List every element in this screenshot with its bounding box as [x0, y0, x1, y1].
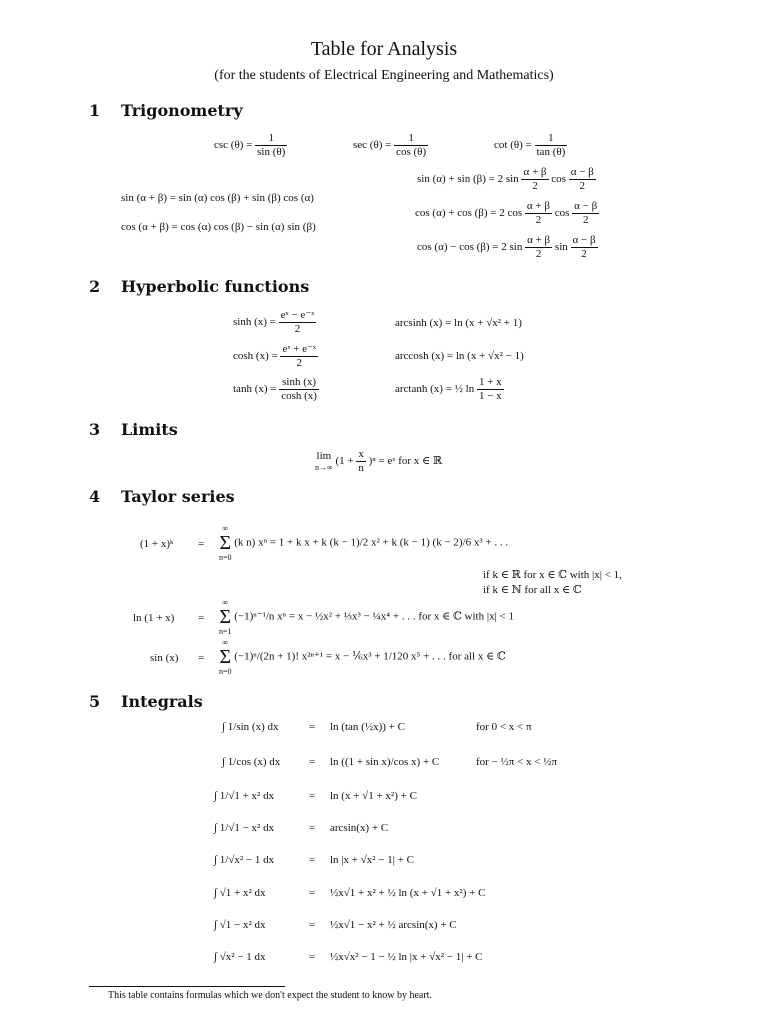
section-title: Trigonometry — [121, 101, 243, 120]
section-title: Limits — [121, 420, 178, 439]
summation: ∞ Σ n=0 — [219, 638, 232, 676]
fraction — [535, 132, 568, 159]
func: cos — [554, 207, 570, 220]
lim-subscript: n→∞ — [315, 462, 333, 472]
rhs: )ⁿ = eˣ for x ∈ ℝ — [368, 455, 443, 468]
summation: ∞ Σ n=1 — [219, 598, 232, 636]
taylor-condition-2: if k ∈ ℕ for all x ∈ ℂ — [483, 584, 582, 596]
equals-sign: = — [309, 822, 316, 834]
lhs: sin (α) + sin (β) = 2 sin — [417, 173, 519, 186]
fraction — [255, 132, 287, 159]
denominator: 2 — [581, 248, 587, 260]
numerator: x — [358, 448, 364, 460]
denominator: 2 — [579, 180, 585, 192]
summation: ∞ Σ n=0 — [219, 524, 232, 562]
func: cos — [551, 173, 566, 186]
integral-rhs: ln (tan (½x)) + C — [330, 721, 405, 733]
numerator: 1 + x — [478, 376, 502, 388]
denominator: 2 — [535, 214, 542, 226]
lim-word: lim — [316, 449, 332, 462]
denominator: cosh (x) — [281, 390, 317, 402]
numerator: eˣ + e⁻ˣ — [282, 343, 317, 355]
integral-rhs: ½x√x² − 1 − ½ ln |x + √x² − 1| + C — [330, 951, 483, 963]
integral-condition: for − ½π < x < ½π — [476, 756, 558, 768]
section-number: 5 — [89, 692, 101, 711]
numerator: α + β — [523, 166, 547, 178]
equals-sign: = — [198, 612, 205, 624]
arctanh-formula — [395, 376, 504, 403]
section-title: Integrals — [121, 692, 203, 711]
arcsinh-formula: arcsinh (x) = ln (x + √x² + 1) — [395, 317, 522, 329]
section-number: 1 — [89, 101, 101, 120]
sum-bottom: n=1 — [219, 627, 232, 636]
fraction — [280, 343, 318, 370]
numerator: α − β — [570, 166, 594, 178]
taylor-rhs-3 — [219, 638, 506, 676]
sum-to-product-1 — [417, 166, 596, 193]
sum-bottom: n=0 — [219, 553, 232, 562]
sum-top: ∞ — [222, 524, 229, 533]
lim-operator — [315, 451, 333, 473]
fraction — [394, 132, 428, 159]
equals-sign: = — [309, 919, 316, 931]
arccosh-formula: arccosh (x) = ln (x + √x² − 1) — [395, 350, 524, 362]
fraction — [571, 234, 598, 261]
integral-lhs: ∫ 1/cos (x) dx — [222, 756, 281, 768]
sum-top: ∞ — [222, 598, 229, 607]
sum-bottom: n=0 — [219, 667, 232, 676]
taylor-lhs-3: sin (x) — [150, 652, 179, 664]
equals-sign: = — [198, 538, 205, 550]
fraction — [572, 200, 599, 227]
taylor-lhs-1: (1 + x)ᵏ — [140, 538, 174, 550]
series-expansion: (k n) xⁿ = 1 + k x + k (k − 1)/2 x² + k (k − 1) (k − 2)/6 x³ + . . . — [234, 536, 509, 549]
fraction — [525, 200, 552, 227]
integral-rhs: arcsin(x) + C — [330, 822, 389, 834]
numerator: 1 — [535, 132, 568, 146]
taylor-rhs-2 — [219, 598, 514, 636]
lhs: cos (α) + cos (β) = 2 cos — [415, 207, 523, 220]
fraction — [569, 166, 596, 193]
series-expansion: (−1)ⁿ/(2n + 1)! x²ⁿ⁺¹ = x − ⅙x³ + 1/120 x⁵ + . . . for all x ∈ ℂ — [234, 650, 506, 663]
tanh-formula — [233, 376, 319, 403]
section-title: Hyperbolic functions — [121, 277, 310, 296]
cot-formula — [494, 132, 567, 159]
lhs: cos (α) − cos (β) = 2 sin — [417, 241, 523, 254]
numerator: sinh (x) — [279, 376, 319, 390]
denominator: tan (θ) — [536, 146, 566, 158]
denominator: n — [358, 462, 364, 474]
page-title: Table for Analysis — [310, 38, 458, 60]
taylor-lhs-2: ln (1 + x) — [133, 612, 175, 624]
numerator: α + β — [526, 200, 550, 212]
integral-rhs: ln (x + √1 + x²) + C — [330, 790, 417, 802]
equals-sign: = — [309, 951, 316, 963]
cosh-formula — [233, 343, 318, 370]
section-number: 3 — [89, 420, 101, 439]
numerator: α − β — [572, 234, 596, 246]
section-number: 4 — [89, 487, 101, 506]
integral-rhs: ln ((1 + sin x)/cos x) + C — [330, 756, 440, 768]
footnote: This table contains formulas which we don't expect the student to know by heart. — [108, 990, 432, 1001]
csc-lhs: csc (θ) = — [214, 139, 253, 152]
integral-lhs: ∫ 1/√1 + x² dx — [214, 790, 275, 802]
limit-formula — [315, 448, 442, 475]
section-number: 2 — [89, 277, 101, 296]
numerator: 1 — [394, 132, 428, 146]
integral-lhs: ∫ √1 + x² dx — [214, 887, 266, 899]
page-subtitle: (for the students of Electrical Engineering and Mathematics) — [214, 68, 554, 83]
integral-lhs: ∫ 1/√1 − x² dx — [214, 822, 275, 834]
fraction — [477, 376, 504, 403]
cos-addition: cos (α + β) = cos (α) cos (β) − sin (α) sin (β) — [121, 221, 316, 233]
denominator: cos (θ) — [396, 146, 427, 158]
equals-sign: = — [309, 887, 316, 899]
fraction — [525, 234, 552, 261]
fraction — [356, 448, 366, 475]
equals-sign: = — [309, 756, 316, 768]
sin-addition: sin (α + β) = sin (α) cos (β) + sin (β) cos (α) — [121, 192, 314, 204]
sinh-formula — [233, 309, 316, 336]
denominator: sin (θ) — [257, 146, 286, 158]
integral-lhs: ∫ 1/sin (x) dx — [222, 721, 279, 733]
numerator: α + β — [527, 234, 551, 246]
sum-top: ∞ — [222, 638, 229, 647]
fraction — [279, 309, 317, 336]
numerator: 1 — [255, 132, 287, 146]
numerator: α − β — [574, 200, 598, 212]
lhs: sinh (x) = — [233, 316, 276, 329]
base: (1 + — [335, 455, 354, 468]
sec-lhs: sec (θ) = — [353, 139, 392, 152]
footnote-rule — [89, 986, 285, 987]
equals-sign: = — [309, 721, 316, 733]
fraction — [279, 376, 319, 403]
series-expansion: (−1)ⁿ⁻¹/n xⁿ = x − ½x² + ⅓x³ − ¼x⁴ + . . . for x ∈ ℂ with |x| < 1 — [234, 610, 514, 623]
equals-sign: = — [198, 652, 205, 664]
integral-lhs: ∫ √x² − 1 dx — [214, 951, 266, 963]
lhs: tanh (x) = — [233, 383, 277, 396]
section-title: Taylor series — [121, 487, 235, 506]
func: sin — [554, 241, 568, 254]
denominator: 2 — [582, 214, 589, 226]
sum-to-product-3 — [417, 234, 598, 261]
lhs: arctanh (x) = ½ ln — [395, 383, 475, 396]
lhs: cosh (x) = — [233, 350, 278, 363]
denominator: 2 — [294, 323, 301, 335]
integral-rhs: ½x√1 − x² + ½ arcsin(x) + C — [330, 919, 457, 931]
sec-formula — [353, 132, 428, 159]
integral-rhs: ln |x + √x² − 1| + C — [330, 854, 414, 866]
integral-lhs: ∫ 1/√x² − 1 dx — [214, 854, 275, 866]
denominator: 2 — [296, 357, 303, 369]
denominator: 2 — [532, 180, 538, 192]
sum-to-product-2 — [415, 200, 599, 227]
cot-lhs: cot (θ) = — [494, 139, 532, 152]
integral-condition: for 0 < x < π — [476, 721, 532, 733]
integral-lhs: ∫ √1 − x² dx — [214, 919, 266, 931]
taylor-condition-1: if k ∈ ℝ for x ∈ ℂ with |x| < 1, — [483, 569, 622, 581]
integral-rhs: ½x√1 + x² + ½ ln (x + √1 + x²) + C — [330, 887, 486, 899]
numerator: eˣ − e⁻ˣ — [280, 309, 315, 321]
taylor-rhs-1 — [219, 524, 508, 562]
denominator: 1 − x — [478, 390, 502, 402]
csc-formula — [214, 132, 287, 159]
equals-sign: = — [309, 854, 316, 866]
fraction — [521, 166, 548, 193]
equals-sign: = — [309, 790, 316, 802]
denominator: 2 — [535, 248, 542, 260]
